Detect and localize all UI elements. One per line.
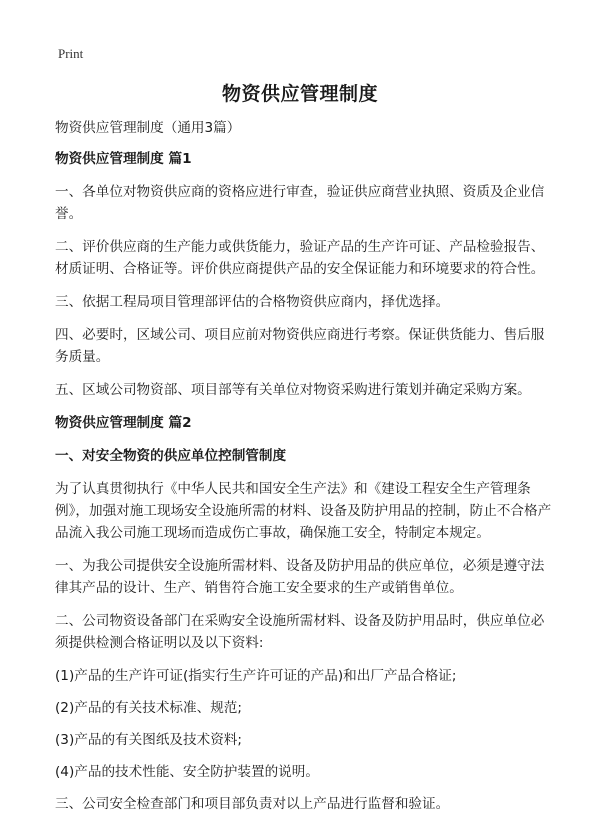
paragraph: 四、必要时，区域公司、项目应前对物资供应商进行考察。保证供货能力、售后服务质量。 [55,327,545,365]
document-body [55,117,553,825]
document-subtitle: 物资供应管理制度（通用3篇） [55,120,241,136]
paragraph: 三、公司安全检查部门和项目部负责对以上产品进行监督和验证。 [55,796,450,812]
print-label: Print [58,46,84,61]
section-heading-part2: 物资供应管理制度 篇2 [55,415,192,431]
list-item: (4)产品的技术性能、安全防护装置的说明。 [55,764,319,780]
list-item: (3)产品的有关图纸及技术资料; [55,732,242,748]
paragraph: 一、为我公司提供安全设施所需材料、设备及防护用品的供应单位，必须是遵守法律其产品的设计、生产、销售符合施工安全要求的生产或销售单位。 [55,558,545,596]
section-heading-part1: 物资供应管理制度 篇1 [55,151,192,167]
list-item: (1)产品的生产许可证(指实行生产许可证的产品)和出厂产品合格证; [55,668,457,684]
paragraph: 一、各单位对物资供应商的资格应进行审查，验证供应商营业执照、资质及企业信誉。 [55,184,545,222]
paragraph: 五、区域公司物资部、项目部等有关单位对物资采购进行策划并确定采购方案。 [55,382,531,398]
paragraph: 二、公司物资设备部门在采购安全设施所需材料、设备及防护用品时，供应单位必须提供检测合格证明以及以下资料: [55,613,545,651]
paragraph: 为了认真贯彻执行《中华人民共和国安全生产法》和《建设工程安全生产管理条例》，加强对施工现场安全设施所需的材料、设备及防护用品的控制，防止不合格产品流入我公司施工现场而造成伤亡事故，确保施工安全，特制定本规定。 [55,481,552,541]
document-title: 物资供应管理制度 [221,83,378,105]
paragraph: 二、评价供应商的生产能力或供货能力，验证产品的生产许可证、产品检验报告、材质证明、合格证等。评价供应商提供产品的安全保证能力和环境要求的符合性。 [55,239,545,277]
section-subheading: 一、对安全物资的供应单位控制管制度 [55,448,287,464]
list-item: (2)产品的有关技术标准、规范; [55,700,242,716]
paragraph: 三、依据工程局项目管理部评估的合格物资供应商内，择优选择。 [55,294,450,310]
